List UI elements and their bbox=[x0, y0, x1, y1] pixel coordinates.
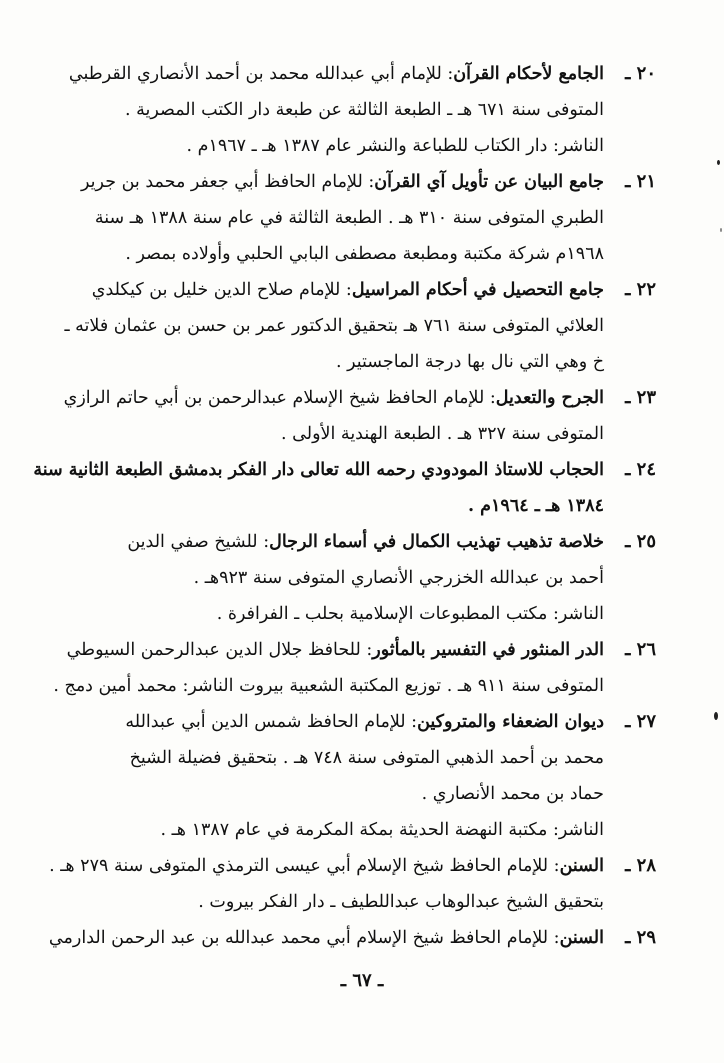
entry-title: جامع البيان عن تأويل آي القرآن bbox=[374, 172, 604, 192]
page-number: ـ ٦٧ ـ bbox=[340, 970, 384, 991]
entry-text: : للحافظ جلال الدين عبدالرحمن السيوطي bbox=[66, 640, 373, 660]
bibliography-entry-27 bbox=[56, 704, 656, 848]
entry-number: ٢١ ـ bbox=[625, 171, 656, 192]
entry-line: محمد بن أحمد الذهبي المتوفى سنة ٧٤٨ هـ . بتحقيق فضيلة الشيخ bbox=[129, 748, 604, 768]
entry-text: : للإمام الحافظ شيخ الإسلام عبدالرحمن بن أبي حاتم الرازي bbox=[63, 388, 496, 408]
entry-text: : للإمام أبي عبدالله محمد بن أحمد الأنصاري القرطبي bbox=[68, 64, 454, 84]
entry-title: ديوان الضعفاء والمتروكين bbox=[417, 712, 604, 732]
entry-text: : للإمام صلاح الدين خليل بن كيكلدي bbox=[91, 280, 352, 300]
entry-title: الجامع لأحكام القرآن bbox=[453, 64, 604, 84]
entry-line bbox=[33, 452, 604, 488]
bibliography-entry-24 bbox=[33, 452, 656, 524]
entry-title: السنن bbox=[559, 928, 604, 948]
entry-text: : للإمام الحافظ شمس الدين أبي عبدالله bbox=[125, 712, 418, 732]
entry-line bbox=[56, 164, 604, 200]
entry-line: خ وهي التي نال بها درجة الماجستير . bbox=[335, 352, 604, 372]
entry-text: : للإمام الحافظ أبي جعفر محمد بن جرير bbox=[81, 172, 375, 192]
entry-number: ٢٨ ـ bbox=[625, 855, 656, 876]
entry-line: الناشر: مكتبة النهضة الحديثة بمكة المكرمة في عام ١٣٨٧ هـ . bbox=[160, 820, 604, 840]
bibliography-entry-20 bbox=[56, 56, 656, 164]
entry-title: السنن bbox=[559, 856, 604, 876]
entry-text: : للشيخ صفي الدين bbox=[127, 532, 270, 552]
entry-line: أحمد بن عبدالله الخزرجي الأنصاري المتوفى سنة ٩٢٣هـ . bbox=[193, 568, 604, 588]
entry-line bbox=[56, 704, 604, 740]
bibliography-list bbox=[33, 56, 656, 956]
entry-number: ٢٤ ـ bbox=[625, 459, 656, 480]
entry-number: ٢٥ ـ bbox=[625, 531, 656, 552]
bibliography-entry-25 bbox=[56, 524, 656, 632]
entry-title: الجرح والتعديل bbox=[495, 388, 604, 408]
entry-line bbox=[48, 920, 604, 956]
entry-text: : للإمام الحافظ شيخ الإسلام أبي عيسى الترمذي المتوفى سنة ٢٧٩ هـ . bbox=[49, 856, 560, 876]
bibliography-entry-26 bbox=[53, 632, 656, 704]
entry-number: ٢٩ ـ bbox=[625, 927, 656, 948]
entry-line: المتوفى سنة ٦٧١ هـ ـ الطبعة الثالثة عن طبعة دار الكتب المصرية . bbox=[124, 100, 604, 120]
entry-line: المتوفى سنة ٩١١ هـ . توزيع المكتبة الشعبية بيروت الناشر: محمد أمين دمج . bbox=[53, 676, 604, 696]
scan-speck bbox=[714, 712, 718, 720]
entry-title: الدر المنثور في التفسير بالمأثور bbox=[372, 640, 604, 660]
entry-line: بتحقيق الشيخ عبدالوهاب عبداللطيف ـ دار الفكر بيروت . bbox=[198, 892, 604, 912]
bibliography-entry-22 bbox=[56, 272, 656, 380]
entry-line bbox=[49, 848, 604, 884]
bibliography-entry-29 bbox=[48, 920, 656, 956]
entry-number: ٢٣ ـ bbox=[625, 387, 656, 408]
entry-number: ٢٢ ـ bbox=[625, 279, 656, 300]
entry-line: العلائي المتوفى سنة ٧٦١ هـ بتحقيق الدكتور عمر بن حسن بن عثمان فلاته ـ bbox=[64, 316, 604, 336]
entry-line bbox=[56, 524, 604, 560]
entry-title: الحجاب للاستاذ المودودي رحمه الله تعالى دار الفكر بدمشق الطبعة الثانية سنة bbox=[33, 460, 604, 480]
entry-line: ١٣٨٤ هـ ـ ١٩٦٤م . bbox=[467, 496, 604, 516]
entry-text: : للإمام الحافظ شيخ الإسلام أبي محمد عبدالله بن عبد الرحمن الدارمي bbox=[48, 928, 560, 948]
entry-line bbox=[56, 272, 604, 308]
entry-title: خلاصة تذهيب تهذيب الكمال في أسماء الرجال bbox=[269, 532, 604, 552]
entry-number: ٢٧ ـ bbox=[625, 711, 656, 732]
entry-line: المتوفى سنة ٣٢٧ هـ . الطبعة الهندية الأولى . bbox=[281, 424, 604, 444]
entry-number: ٢٦ ـ bbox=[625, 639, 656, 660]
entry-line: الطبري المتوفى سنة ٣١٠ هـ . الطبعة الثالثة في عام سنة ١٣٨٨ هـ سنة bbox=[94, 208, 604, 228]
entry-line bbox=[56, 56, 604, 92]
entry-number: ٢٠ ـ bbox=[625, 63, 656, 84]
entry-line bbox=[56, 632, 604, 668]
bibliography-entry-23 bbox=[56, 380, 656, 452]
entry-line: الناشر: دار الكتاب للطباعة والنشر عام ١٣٨٧ هـ ـ ١٩٦٧م . bbox=[186, 136, 604, 156]
entry-line bbox=[56, 380, 604, 416]
entry-line: حماد بن محمد الأنصاري . bbox=[421, 784, 604, 804]
entry-line: ١٩٦٨م شركة مكتبة ومطبعة مصطفى البابي الحلبي وأولاده بمصر . bbox=[125, 244, 604, 264]
entry-title: جامع التحصيل في أحكام المراسيل bbox=[351, 280, 604, 300]
bibliography-entry-28 bbox=[49, 848, 656, 920]
scan-speck bbox=[720, 228, 722, 232]
entry-line: الناشر: مكتب المطبوعات الإسلامية بحلب ـ الفرافرة . bbox=[216, 604, 604, 624]
bibliography-entry-21 bbox=[56, 164, 656, 272]
scan-speck bbox=[717, 160, 720, 165]
